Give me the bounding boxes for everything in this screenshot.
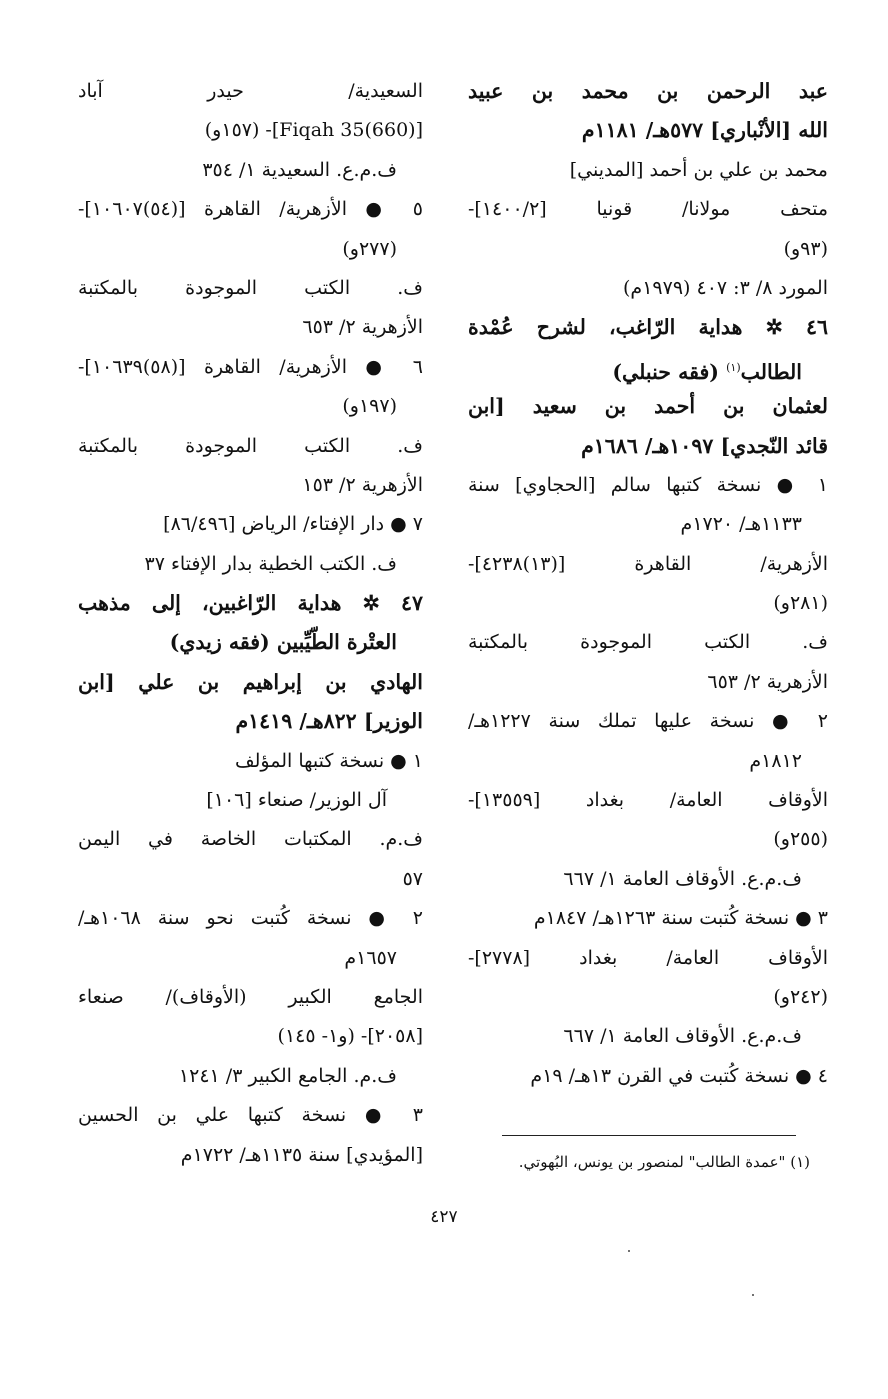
entry-heading: العتْرة الطّيِّبين (فقه زيدي) xyxy=(169,630,397,655)
text-line: ١١٣٣هـ/ ١٧٢٠م xyxy=(680,513,802,536)
text-line: [المؤيدي] سنة ١١٣٥هـ/ ١٧٢٢م xyxy=(180,1143,423,1166)
text-line: ٥٧ xyxy=(402,867,423,890)
text-line: ف. الكتب الموجودة بالمكتبة xyxy=(78,434,423,457)
text-line: ف. الكتب الموجودة بالمكتبة xyxy=(78,276,423,299)
text-line: [(660)Fiqah 35]- (١٥٧و) xyxy=(204,119,423,142)
text-line: (٩٣و) xyxy=(783,237,828,260)
scan-speck xyxy=(628,1250,630,1252)
text-line: متحف مولانا/ قونيا [١٤٠٠/٢]- xyxy=(468,198,828,221)
text-line: ف.م.ع. الأوقاف العامة ١/ ٦٦٧ xyxy=(563,1025,802,1048)
text-line: ١٨١٢م xyxy=(749,749,802,772)
footnote-divider xyxy=(502,1135,796,1136)
heading-text: الطالب xyxy=(740,359,802,384)
text-line: الله [الأنْباري] ٥٧٧هـ/ ١١٨١م xyxy=(581,118,828,143)
text-line: الأزهرية ٢/ ١٥٣ xyxy=(302,473,423,496)
text-line: (١٩٧و) xyxy=(342,395,397,418)
manuscript-item: ٣ ● نسخة كتبها علي بن الحسين xyxy=(78,1104,423,1127)
text-line: الأزهرية/ القاهرة [(١٣)٤٢٣٨]- xyxy=(468,552,828,575)
text-line: الأوقاف العامة/ بغداد [٢٧٧٨]- xyxy=(468,946,828,969)
text-line: ف. الكتب الموجودة بالمكتبة xyxy=(468,631,828,654)
text-line: ف.م.ع. السعيدية ١/ ٣٥٤ xyxy=(202,158,397,181)
right-column xyxy=(468,72,828,1096)
manuscript-item: ٧ ● دار الإفتاء/ الرياض [٨٦/٤٩٦] xyxy=(163,513,423,536)
text-line: ف. الكتب الخطية بدار الإفتاء ٣٧ xyxy=(144,552,397,575)
manuscript-item: ٢ ● نسخة كُتبت نحو سنة ١٠٦٨هـ/ xyxy=(78,907,423,930)
text-line: الأزهرية ٢/ ٦٥٣ xyxy=(707,670,828,693)
manuscript-item: ١ ● نسخة كتبها سالم [الحجاوي] سنة xyxy=(468,473,828,496)
manuscript-item: ٤ ● نسخة كُتبت في القرن ١٣هـ/ ١٩م xyxy=(530,1064,828,1087)
text-line: السعيدية/ حيدر آباد xyxy=(78,80,423,102)
text-line: ف.م. المكتبات الخاصة في اليمن xyxy=(78,828,423,851)
text-line: (٢٧٧و) xyxy=(342,237,397,260)
author-line: قائد النّجدي] ١٠٩٧هـ/ ١٦٨٦م xyxy=(581,433,828,458)
text-line: الأزهرية ٢/ ٦٥٣ xyxy=(302,316,423,339)
left-column xyxy=(78,72,423,1175)
text-line: الأوقاف العامة/ بغداد [١٣٥٥٩]- xyxy=(468,789,828,812)
heading-text: (فقه حنبلي) xyxy=(612,359,727,384)
text-line: عبد الرحمن بن محمد بن عبيد xyxy=(468,79,828,103)
text-line: ف.م.ع. الأوقاف العامة ١/ ٦٦٧ xyxy=(563,867,802,890)
footnote: (١) "عمدة الطالب" لمنصور بن يونس، البُهوتي. xyxy=(518,1153,810,1171)
manuscript-item: ٣ ● نسخة كُتبت سنة ١٢٦٣هـ/ ١٨٤٧م xyxy=(533,907,828,930)
author-line: الهادي بن إبراهيم بن علي [ابن xyxy=(78,669,423,694)
manuscript-item: ١ ● نسخة كتبها المؤلف xyxy=(234,749,423,772)
text-line: (٢٤٢و) xyxy=(773,985,828,1008)
text-line: المورد ٨/ ٣: ٤٠٧ (١٩٧٩م) xyxy=(623,276,828,299)
footnote-marker: (١) xyxy=(726,360,741,374)
text-line: (٢٨١و) xyxy=(773,592,828,615)
text-line: آل الوزير/ صنعاء [١٠٦] xyxy=(206,789,387,812)
manuscript-item: ٢ ● نسخة عليها تملك سنة ١٢٢٧هـ/ xyxy=(468,710,828,733)
entry-heading: ٤٦ ✲ هداية الرّاغب، لشرح عُمْدة xyxy=(468,315,828,340)
author-line: لعثمان بن أحمد بن سعيد [ابن xyxy=(468,394,828,419)
text-line: ١٦٥٧م xyxy=(344,946,397,969)
text-line: الجامع الكبير (الأوقاف)/ صنعاء xyxy=(78,985,423,1008)
text-line: محمد بن علي بن أحمد [المديني] xyxy=(569,158,828,181)
manuscript-item: ٦ ● الأزهرية/ القاهرة [(٥٨)١٠٦٣٩]- xyxy=(78,355,423,378)
text-line: [٢٠٥٨]- (و١- ١٤٥) xyxy=(277,1025,423,1048)
page-number: ٤٢٧ xyxy=(430,1207,458,1227)
text-line: (٢٥٥و) xyxy=(773,828,828,851)
entry-heading xyxy=(468,348,828,387)
entry-heading: ٤٧ ✲ هداية الرّاغبين، إلى مذهب xyxy=(78,591,423,616)
manuscript-item: ٥ ● الأزهرية/ القاهرة [(٥٤)١٠٦٠٧]- xyxy=(78,198,423,221)
scan-speck xyxy=(752,1294,754,1296)
author-line: الوزير] ٨٢٢هـ/ ١٤١٩م xyxy=(235,709,423,734)
text-line: ف.م. الجامع الكبير ٣/ ١٢٤١ xyxy=(178,1064,397,1087)
